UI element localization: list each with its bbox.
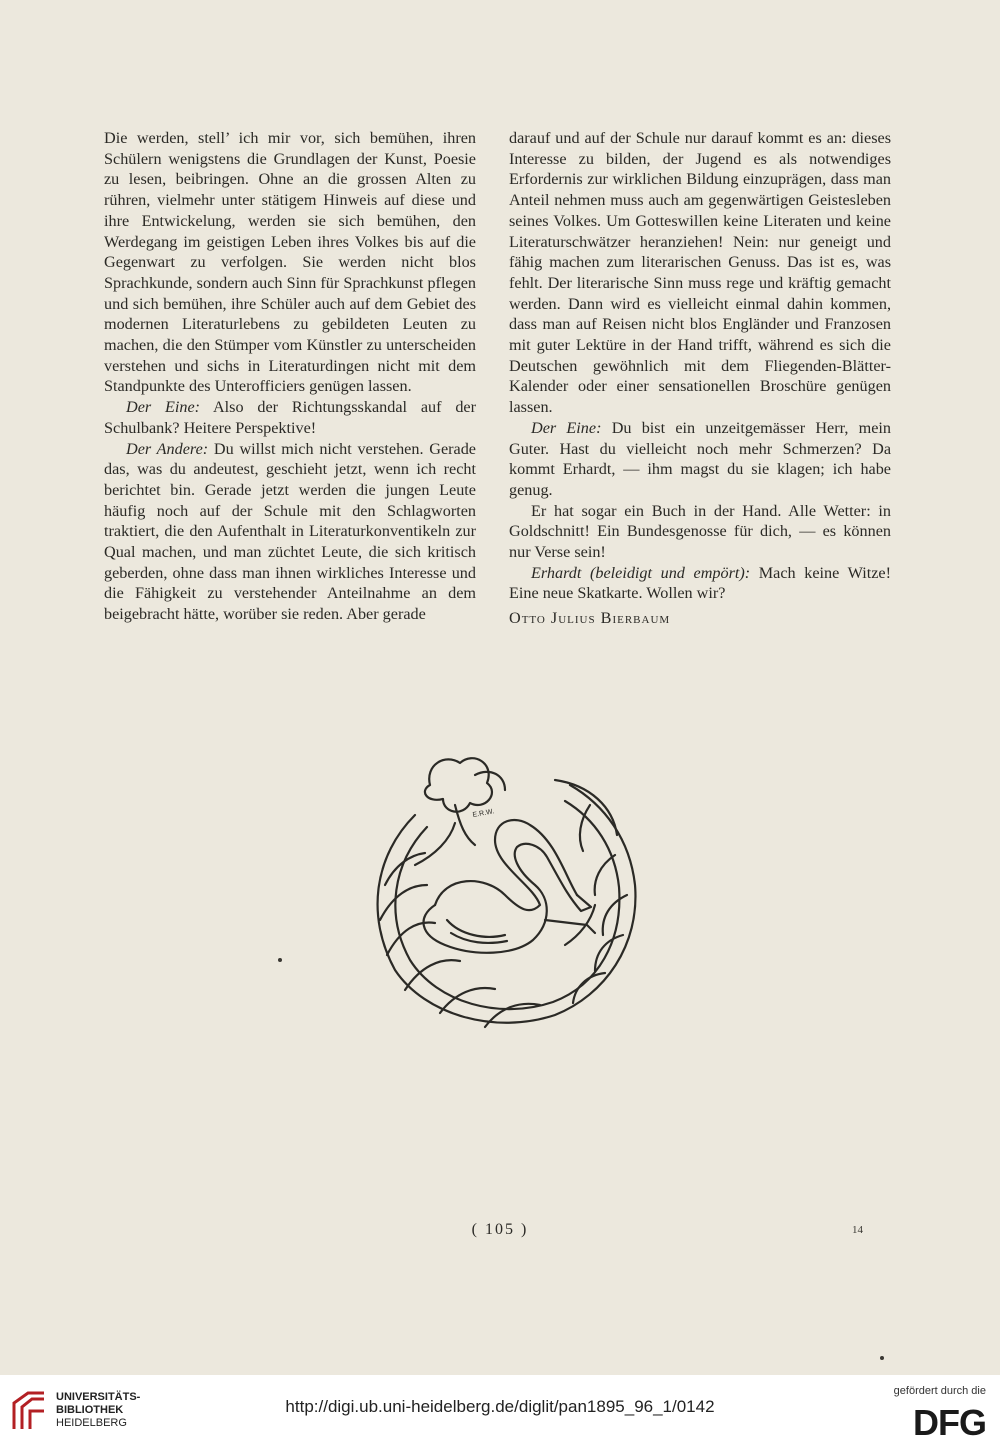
paragraph: Er hat sogar ein Buch in der Hand. Alle Wetter: in Goldschnitt! Ein Bundesgenosse für dich, — es können nur Verse sein! bbox=[509, 501, 891, 562]
speech-text: Du willst mich nicht verstehen. Gerade das, was du andeutest, geschieht jetzt, wenn ich recht berichtet bin. Gerade jetzt werden die jungen Leute häufig noch auf der Schule mit den Schlagworten traktiert, die den Aufenthalt in Literaturkonventikeln zur Qual machen, und man züchtet Leute, die sich kritisch geberden, ohne dass man ihnen wirkliches Interesse und die Fähigkeit zu verstehender Anteilnahme an dem beigebracht hätte, worüber sie reden. Aber gerade bbox=[104, 439, 476, 624]
paragraph bbox=[104, 397, 476, 438]
monogram: E.R.W. bbox=[472, 808, 495, 819]
speech-text: Mach keine Witze! Eine neue Skatkarte. Wollen wir? bbox=[509, 563, 891, 603]
speech-text: Du bist ein unzeitgemässer Herr, mein Guter. Hast du vielleicht noch mehr Schmerzen? Da kommt Erhardt, — ihm magst du sie klagen; ich habe genug. bbox=[509, 418, 891, 499]
dfg-logo: DFG bbox=[913, 1402, 986, 1443]
text-column-left bbox=[104, 128, 476, 625]
print-speck bbox=[278, 958, 282, 962]
speaker-name: Der Eine: bbox=[126, 398, 201, 417]
speaker-name: Der Eine: bbox=[531, 418, 602, 437]
library-name: UNIVERSITÄTS- BIBLIOTHEK HEIDELBERG bbox=[56, 1391, 141, 1429]
text-column-right bbox=[509, 128, 891, 629]
permalink-url[interactable]: http://digi.ub.uni-heidelberg.de/diglit/pan1895_96_1/0142 bbox=[285, 1397, 715, 1416]
paragraph bbox=[509, 563, 891, 604]
funding-label: gefördert durch die bbox=[893, 1385, 986, 1397]
author-signature: Otto Julius Bierbaum bbox=[509, 609, 671, 628]
signature-mark: 14 bbox=[852, 1224, 863, 1236]
speaker-name: Erhardt (beleidigt und empört): bbox=[531, 563, 751, 582]
paragraph bbox=[509, 418, 891, 501]
speech-text: Also der Richtungsskandal auf der Schulbank? Heitere Perspektive! bbox=[104, 398, 476, 437]
paragraph: Die werden, stell’ ich mir vor, sich bemühen, ihren Schülern wenigstens die Grundlagen der Kunst, Poesie zu lesen, beibringen. Ohne an die grossen Alten zu rühren, vielmehr unter stätigem Hinweis auf diese und ihre Entwickelung, werden sie sich bemühen, den Werdegang im geistigen Leben ihres Volkes bis auf die Gegenwart zu verfolgen. Sie werden nicht blos Sprachkunde, sondern auch Sinn für Sprachkunst pflegen und sich bemühen, ihre Schüler auch auf dem Gebiet des modernen Literaturlebens zu gebildeten Leuten zu machen, die den Stümper vom Künstler zu unterscheiden verstehen und sichs in Literaturdingen nicht mit dem Standpunkte des Unterofficiers genügen lassen. bbox=[104, 129, 476, 396]
speaker-name: Der Andere: bbox=[126, 439, 209, 458]
swan-wreath-vignette bbox=[355, 745, 645, 1040]
page-number: ( 105 ) bbox=[471, 1221, 529, 1238]
digitization-footer bbox=[0, 1375, 1000, 1447]
print-speck bbox=[880, 1356, 884, 1360]
paragraph: darauf und auf der Schule nur darauf kommt es an: dieses Interesse zu bilden, der Jugend es als notwendiges Erfordernis zur wirklichen Bildung einzuprägen, dass man Anteil nehmen muss auch am gegenwärtigen Geistesleben seines Volkes. Um Gotteswillen keine Literaten und keine Literaturschwätzer heranziehen! Nein: nur geneigt und fähig machen zum literarischen Genuss. Das ist es, was fehlt. Der literarische Sinn muss rege und kräftig gemacht werden. Dann wird es vielleicht einmal dahin kommen, dass man auf Reisen nicht blos Engländer und Franzosen mit guter Lektüre in der Hand trifft, während es sich die Deutschen gewöhnlich mit dem Fliegenden-Blätter-Kalender oder einer sensationellen Broschüre genügen lassen. bbox=[509, 129, 891, 417]
paragraph bbox=[104, 439, 476, 625]
